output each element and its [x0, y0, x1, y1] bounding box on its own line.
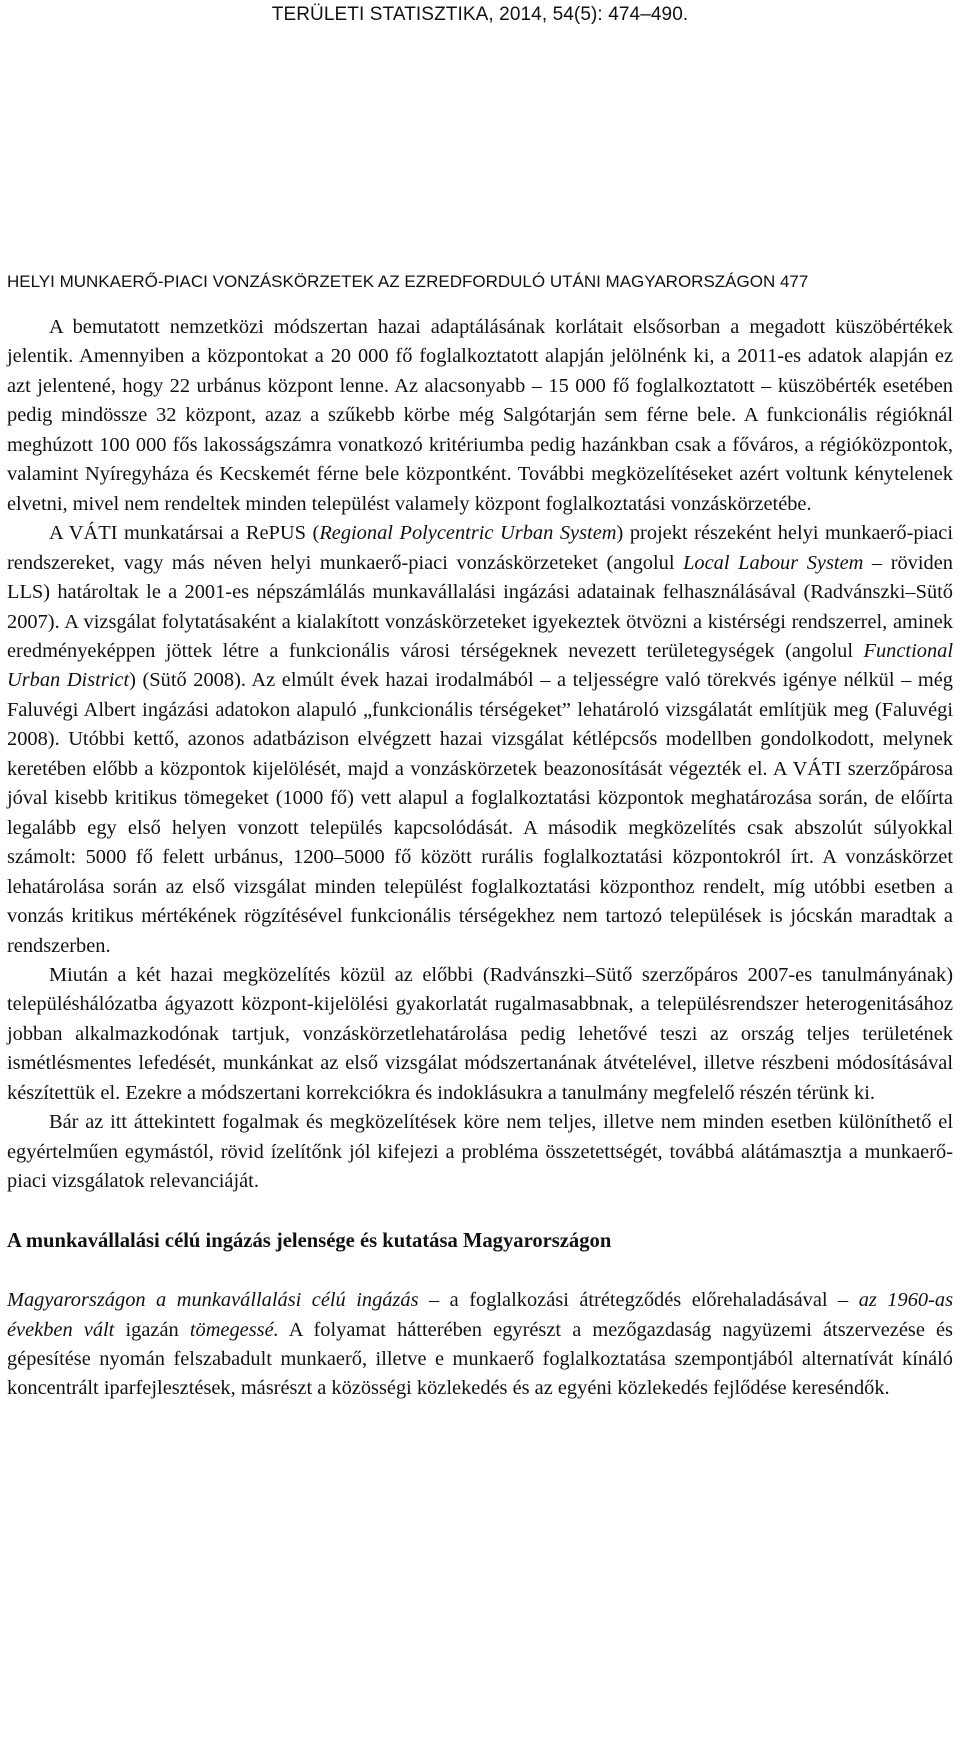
paragraph-5-italic-1: Magyarországon a munkavállalási célú ingázás — [7, 1289, 419, 1312]
paragraph-2-italic-3: Functional Urban District — [7, 639, 953, 692]
paragraph-2-text-3: – röviden LLS) határoltak le a 2001-es népszámlálás munkavállalási ingázási adatainak felhasználásával (Radvánszki–Sütő 2007). A vizsgálat folytatásaként a kialakított vonzáskörzeteket igyekeztek ötvözni a kistérségi rendszerrel, aminek eredményeképpen jöttek létre a funkcionális városi térségeknek nevezett területegységek (angolul — [7, 551, 953, 662]
paragraph-3: Miután a két hazai megközelítés közül az előbbi (Radvánszki–Sütő szerzőpáros 2007-es tanulmányának) településhálózatba ágyazott központ-kijelölési gyakorlatát rugalmasabbnak, a településrendszer heterogenitásához jobban alkalmazkodónak tartjuk, vonzáskörzetlehatárolása pedig lehetővé teszi az ország teljes területének ismétlésmentes lefedését, munkánkat az első vizsgálat módszertanának átvételével, illetve részbeni módosításával készítettük el. Ezekre a módszertani korrekciókra és indoklásukra a tanulmány megfelelő részén térünk ki. — [7, 963, 953, 1104]
section-heading: A munkavállalási célú ingázás jelensége és kutatása Magyarországon — [7, 1229, 612, 1252]
paragraph-5-text-3: A folyamat hátterében egyrészt a mezőgazdaság nagyüzemi átszervezése és gépesítése nyomán felszabadult munkaerő, illetve e munkaerő foglalkoztatása szempontjából alternatívát kínáló koncentrált iparfejlesztések, másrészt a közösségi közlekedés és az egyéni közlekedés fejlődése kereséndők. — [7, 1318, 953, 1400]
paragraph-2-text-2: ) projekt részeként helyi munkaerő-piaci rendszereket, vagy más néven helyi munkaerő-piaci vonzáskörzeteket (angolul — [7, 522, 953, 574]
paragraph-2 — [7, 519, 953, 961]
paragraph-2-text-4: ) (Sütő 2008). Az elmúlt évek hazai irodalmából – a teljességre való törekvés igénye nélkül – még Faluvégi Albert ingázási adatokon alapuló „funkcionális térségeket” lehatároló vizsgálatát említjük meg (Faluvégi 2008). Utóbbi kettő, azonos adatbázison elvégzett hazai vizsgálat kétlépcsős modellben gondolkodott, melynek keretében előbb a központok kijelölését, majd a vonzáskörzetek beazonosítását végezték el. A VÁTI szerzőpárosa jóval kisebb kritikus tömegeket (1000 fő) vett alapul a foglalkoztatási központok meghatározása során, de előírta legalább egy első helyen vonzott település kapcsolódását. A második megközelítés csak abszolút súlyokkal számolt: 5000 fő felett urbánus, 1200–5000 fő között rurális foglalkoztatási központokról írt. A vonzáskörzet lehatárolása során az első vizsgálat minden települést foglalkoztatási központhoz rendelt, míg utóbbi esetben a vonzás kritikus mértékének rögzítésével funkcionális térségekhez nem tartozó települések is jócskán maradtak a rendszerben. — [7, 669, 953, 957]
paragraph-2-italic-1: Regional Polycentric Urban System — [319, 522, 617, 545]
article-body — [7, 313, 953, 1404]
paragraph-5 — [7, 1286, 953, 1404]
paragraph-5-text-2: igazán — [114, 1318, 190, 1341]
paragraph-5-text-1: – a foglalkozási átrétegződés előrehaladásával – — [418, 1289, 859, 1312]
running-head: HELYI MUNKAERŐ-PIACI VONZÁSKÖRZETEK AZ EZREDFORDULÓ UTÁNI MAGYARORSZÁGON 477 — [7, 272, 809, 291]
paragraph-2-italic-2: Local Labour System — [683, 551, 864, 574]
paragraph-4: Bár az itt áttekintett fogalmak és megközelítések köre nem teljes, illetve nem minden esetben különíthető el egyértelműen egymástól, rövid ízelítőnk jól kifejezi a probléma összetettségét, továbbá alátámasztja a munkaerő-piaci vizsgálatok relevanciáját. — [7, 1111, 953, 1193]
paragraph-5-italic-2: az 1960-as években vált — [7, 1289, 954, 1341]
paragraph-2-text-1: A VÁTI munkatársai a RePUS ( — [49, 522, 320, 545]
paragraph-5-italic-3: tömegessé. — [189, 1318, 279, 1341]
paragraph-1: A bemutatott nemzetközi módszertan hazai adaptálásának korlátait elsősorban a megadott küszöbértékek jelentik. Amennyiben a központokat a 20 000 fő foglalkoztatott alapján jelölnénk ki, a 2011-es adatok alapján ez azt jelentené, hogy 22 urbánus központ lenne. Az alacsonyabb – 15 000 fő foglalkoztatott – küszöbérték esetében pedig mindössze 32 központ, azaz a szűkebb körbe még Salgótarján sem férne bele. A funkcionális régióknál meghúzott 100 000 fős lakosságszámra vonatkozó kritériumba pedig hazánkban csak a főváros, a régióközpontok, valamint Nyíregyháza és Kecskemét férne bele központként. További megközelítéseket azért voltunk kénytelenek elvetni, mivel nem rendeltek minden települést valamely központ foglalkoztatási vonzáskörzetébe. — [7, 316, 953, 515]
journal-header: TERÜLETI STATISZTIKA, 2014, 54(5): 474–490. — [271, 4, 689, 25]
